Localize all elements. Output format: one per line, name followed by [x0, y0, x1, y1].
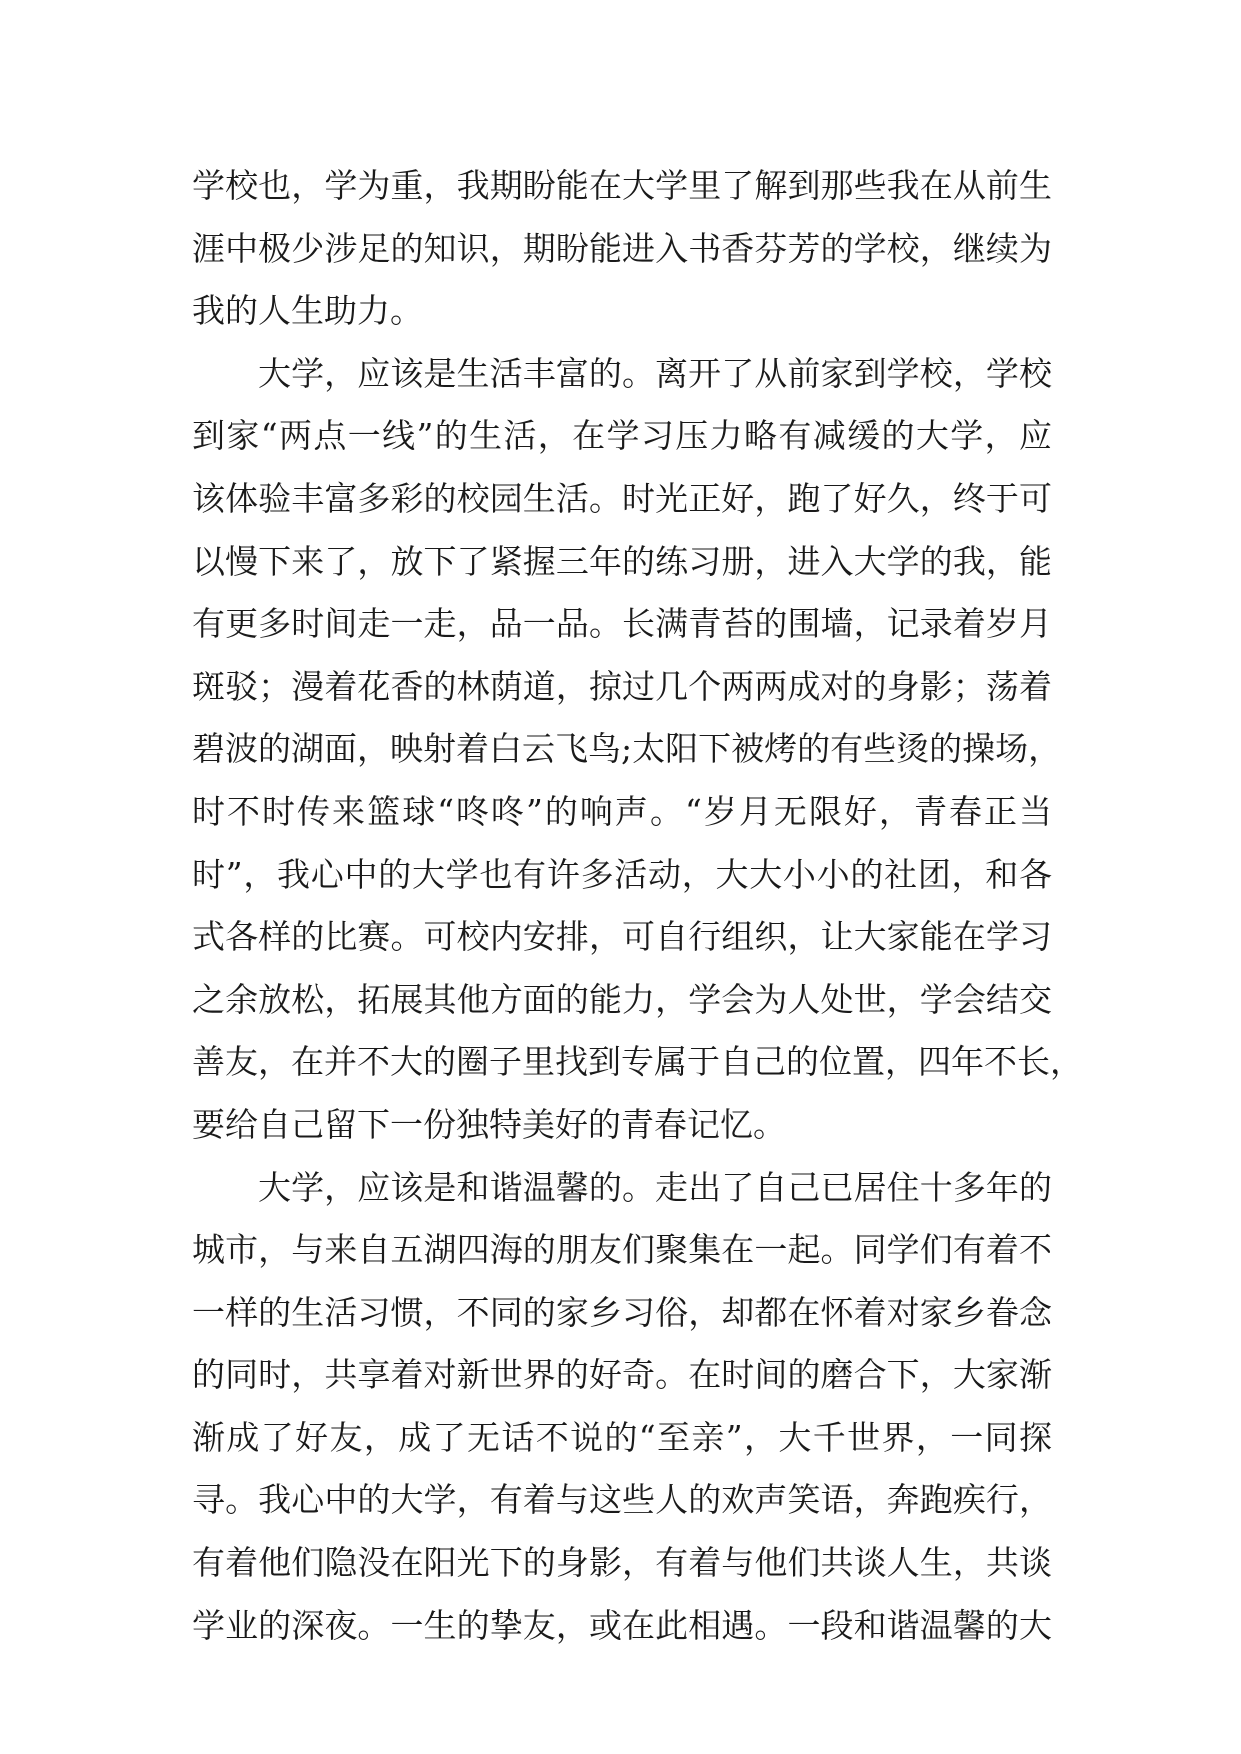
- text-line: 斑驳；漫着花香的林荫道，掠过几个两两成对的身影；荡着: [192, 666, 1052, 706]
- text-line: 到家“两点一线”的生活，在学习压力略有减缓的大学，应: [192, 416, 1052, 456]
- text-line: 我的人生助力。: [192, 291, 423, 331]
- body-text: [192, 155, 1083, 1657]
- text-line: 的同时，共享着对新世界的好奇。在时间的磨合下，大家渐: [192, 1355, 1052, 1395]
- text-line: 涯中极少涉足的知识，期盼能进入书香芬芳的学校，继续为: [192, 228, 1052, 268]
- text-line: 善友，在并不大的圈子里找到专属于自己的位置，四年不长，: [192, 1042, 1083, 1082]
- text-line: 寻。我心中的大学，有着与这些人的欢声笑语，奔跑疾行，: [192, 1480, 1052, 1520]
- text-line: 学校也，学为重，我期盼能在大学里了解到那些我在从前生: [192, 166, 1052, 205]
- text-line: 时不时传来篮球“咚咚”的响声。“岁月无限好，青春正当: [192, 791, 1052, 831]
- text-line: 式各样的比赛。可校内安排，可自行组织，让大家能在学习: [192, 917, 1052, 957]
- text-line: 一样的生活习惯，不同的家乡习俗，却都在怀着对家乡眷念: [192, 1292, 1052, 1332]
- text-line: 碧波的湖面，映射着白云飞鸟;太阳下被烤的有些烫的操场，: [192, 729, 1062, 769]
- text-line: 有更多时间走一走，品一品。长满青苔的围墙，记录着岁月: [192, 604, 1052, 644]
- text-line: 以慢下来了，放下了紧握三年的练习册，进入大学的我，能: [192, 541, 1052, 581]
- text-line: 之余放松，拓展其他方面的能力，学会为人处世，学会结交: [192, 979, 1052, 1019]
- text-line: 学业的深夜。一生的挚友，或在此相遇。一段和谐温馨的大: [192, 1605, 1052, 1645]
- text-line: 有着他们隐没在阳光下的身影，有着与他们共谈人生，共谈: [192, 1543, 1052, 1583]
- text-line: 该体验丰富多彩的校园生活。时光正好，跑了好久，终于可: [192, 478, 1052, 518]
- text-line: 时”，我心中的大学也有许多活动，大大小小的社团，和各: [192, 854, 1052, 894]
- text-line: 要给自己留下一份独特美好的青春记忆。: [192, 1104, 786, 1144]
- text-line: 城市，与来自五湖四海的朋友们聚集在一起。同学们有着不: [192, 1230, 1052, 1270]
- text-line: 渐成了好友，成了无话不说的“至亲”，大千世界，一同探: [192, 1417, 1052, 1457]
- text-line: 大学，应该是生活丰富的。离开了从前家到学校，学校: [258, 353, 1052, 393]
- text-line: 大学，应该是和谐温馨的。走出了自己已居住十多年的: [258, 1167, 1052, 1207]
